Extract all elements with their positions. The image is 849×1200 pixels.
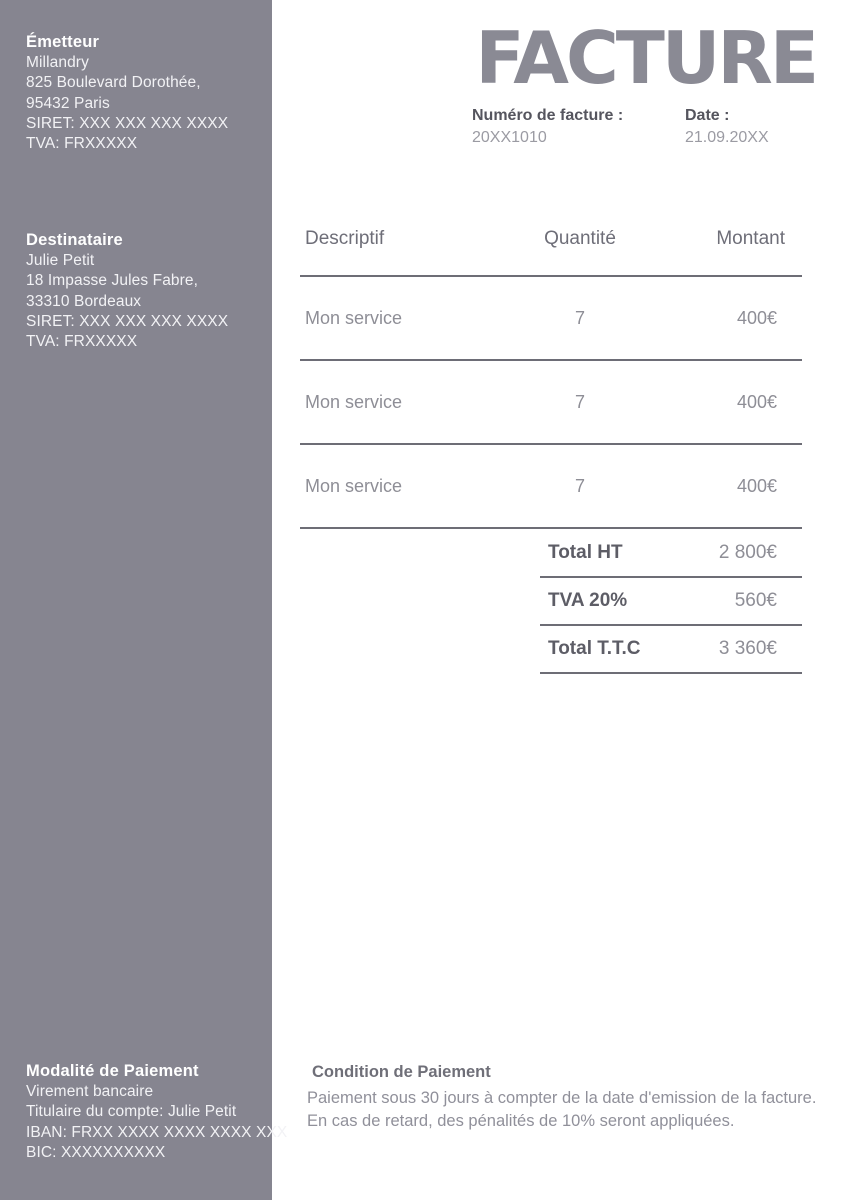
tva-row <box>540 578 802 626</box>
modalite-method: Virement bancaire <box>26 1083 154 1100</box>
column-header-montant: Montant <box>716 228 785 249</box>
destinataire-name: Julie Petit <box>26 252 95 269</box>
cell-montant: 400€ <box>736 307 777 328</box>
total-ht-label: Total HT <box>548 542 623 563</box>
cell-descriptif: Mon service <box>305 307 403 328</box>
destinataire-block <box>26 229 256 352</box>
cell-quantite: 7 <box>574 475 585 496</box>
tva-value: 560€ <box>734 590 777 611</box>
destinataire-heading: Destinataire <box>26 231 123 249</box>
conditions-body <box>307 1087 817 1132</box>
destinataire-address-street: 18 Impasse Jules Fabre, <box>26 272 199 290</box>
invoice-date-label: Date : <box>685 107 730 124</box>
modalite-account-holder: Titulaire du compte: Julie Petit <box>26 1103 237 1121</box>
page-title: FACTURE <box>475 16 816 100</box>
column-header-descriptif: Descriptif <box>305 228 385 249</box>
emetteur-heading: Émetteur <box>26 33 100 51</box>
modalite-heading: Modalité de Paiement <box>26 1062 199 1080</box>
cell-quantite: 7 <box>574 307 585 328</box>
invoice-number-value: 20XX1010 <box>472 129 547 146</box>
modalite-bic: BIC: XXXXXXXXXX <box>26 1143 166 1161</box>
modalite-paiement-block <box>26 1060 288 1163</box>
column-header-quantite: Quantité <box>544 228 616 249</box>
totals-section <box>540 530 802 674</box>
cell-montant: 400€ <box>736 391 777 412</box>
table-row <box>300 361 802 445</box>
emetteur-address-street: 825 Boulevard Dorothée, <box>26 74 201 92</box>
conditions-line: Paiement sous 30 jours à compter de la date d'emission de la facture. <box>307 1089 817 1107</box>
invoice-number-label: Numéro de facture : <box>472 107 624 124</box>
emetteur-tva: TVA: FRXXXXX <box>26 135 138 153</box>
total-ttc-row <box>540 626 802 674</box>
total-ttc-value: 3 360€ <box>718 638 777 659</box>
destinataire-siret: SIRET: XXX XXX XXX XXXX <box>26 312 229 330</box>
table-row <box>300 277 802 361</box>
total-ht-row <box>540 530 802 578</box>
cell-montant: 400€ <box>736 475 777 496</box>
total-ttc-label: Total T.T.C <box>548 638 641 659</box>
invoice-date-block <box>685 106 769 148</box>
total-ht-value: 2 800€ <box>718 542 777 563</box>
modalite-iban: IBAN: FRXX XXXX XXXX XXXX XXX <box>26 1123 288 1141</box>
items-table <box>300 228 802 529</box>
conditions-heading: Condition de Paiement <box>312 1063 491 1081</box>
sidebar <box>0 0 288 1200</box>
table-header-row <box>300 228 802 277</box>
conditions-line: En cas de retard, des pénalités de 10% seront appliquées. <box>307 1111 735 1130</box>
invoice-number-block <box>472 106 623 148</box>
emetteur-block <box>26 31 256 154</box>
cell-quantite: 7 <box>574 391 585 412</box>
cell-descriptif: Mon service <box>305 391 403 412</box>
emetteur-siret: SIRET: XXX XXX XXX XXXX <box>26 114 229 132</box>
destinataire-tva: TVA: FRXXXXX <box>26 333 138 351</box>
cell-descriptif: Mon service <box>305 475 403 496</box>
destinataire-address-city: 33310 Bordeaux <box>26 292 142 310</box>
payment-conditions <box>307 1062 817 1132</box>
table-row <box>300 445 802 529</box>
invoice-date-value: 21.09.20XX <box>685 129 769 146</box>
emetteur-company: Millandry <box>26 54 89 71</box>
tva-label: TVA 20% <box>548 590 628 611</box>
emetteur-address-city: 95432 Paris <box>26 94 110 112</box>
